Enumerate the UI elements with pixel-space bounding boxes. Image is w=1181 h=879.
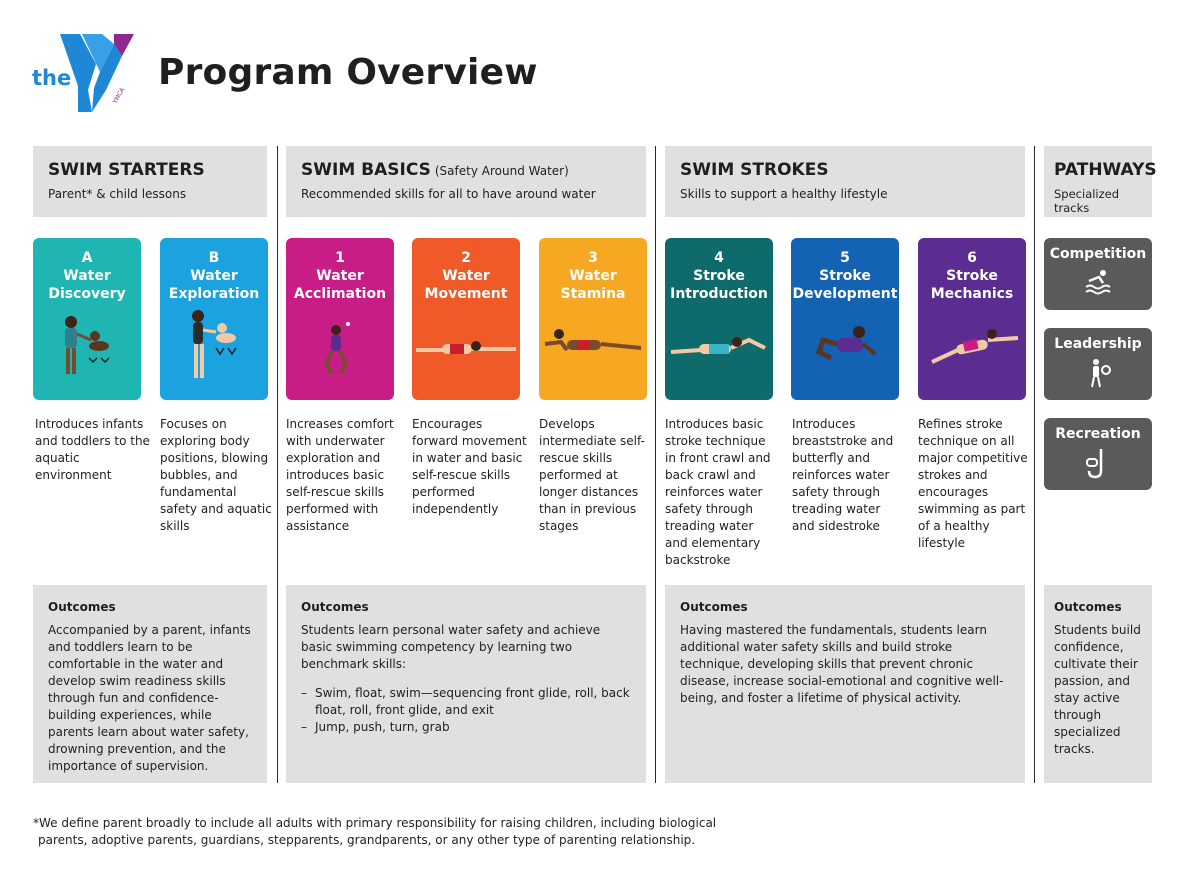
program-description: Introduces breaststroke and butterfly and reinforces water safety through treading water and sidestroke <box>792 417 894 533</box>
outcomes-title: Outcomes <box>1054 600 1122 614</box>
program-description: Focuses on exploring body positions, blowing bubbles, and fundamental safety and aquatic skills <box>160 417 272 533</box>
program-card-water-discovery <box>33 238 141 400</box>
program-code: 2 <box>461 250 471 266</box>
section-header-swim-basics <box>286 146 646 217</box>
parent-infant-icon <box>33 304 141 400</box>
pathway-recreation <box>1044 418 1152 490</box>
competition-swimmer-icon <box>1083 267 1113 297</box>
diving-swimmer-icon <box>918 304 1026 400</box>
outcomes-text: Accompanied by a parent, infants and toddlers learn to be comfortable in the water and develop swim readiness skills through fun and confidence-building experiences, while parents learn about water safety, drowning prevention, and the importance of supervision. <box>48 623 251 773</box>
section-title: PATHWAYS <box>1054 160 1157 180</box>
section-divider <box>655 146 656 783</box>
section-title: SWIM STARTERS <box>48 160 205 180</box>
pathway-leadership <box>1044 328 1152 400</box>
program-name: Stroke Development <box>792 268 898 302</box>
program-name: Water Stamina <box>560 268 626 302</box>
section-description: Parent* & child lessons <box>48 187 187 201</box>
section-header-swim-starters <box>33 146 267 217</box>
section-description: Specialized tracks <box>1054 187 1120 215</box>
program-code: 1 <box>335 250 345 266</box>
footnote-line-1: *We define parent broadly to include all adults with primary responsibility for raising children, including biological <box>33 816 717 830</box>
program-name: Water Acclimation <box>293 268 387 302</box>
program-name: Stroke Mechanics <box>930 268 1014 302</box>
program-description: Refines stroke technique on all major competitive strokes and encourages swimming as part of a healthy lifestyle <box>918 417 1028 550</box>
outcomes-text: Students build confidence, cultivate their passion, and stay active through specialized tracks. <box>1054 623 1141 756</box>
y-logo-icon <box>56 30 136 114</box>
program-card-stroke-mechanics <box>918 238 1026 400</box>
list-item: – Jump, push, turn, grab <box>301 719 632 736</box>
outcomes-pathways <box>1044 585 1152 783</box>
treading-swimmer-icon <box>791 304 899 400</box>
section-header-pathways <box>1044 146 1157 217</box>
section-title: SWIM STROKES <box>680 160 829 180</box>
outcomes-title: Outcomes <box>301 600 369 614</box>
outcomes-title: Outcomes <box>680 600 748 614</box>
program-name: Stroke Introduction <box>670 268 768 302</box>
program-card-water-acclimation <box>286 238 394 400</box>
program-description: Introduces basic stroke technique in front crawl and back crawl and reinforces water safety through treading water and elementary backstroke <box>665 417 771 567</box>
program-card-water-stamina <box>539 238 647 400</box>
snorkel-icon <box>1083 447 1113 479</box>
program-card-stroke-development <box>791 238 899 400</box>
program-name: Water Exploration <box>168 268 260 302</box>
section-title-note: (Safety Around Water) <box>434 164 569 178</box>
crawl-swimmer-icon <box>665 304 773 400</box>
footnote <box>33 815 793 849</box>
section-divider <box>1034 146 1035 783</box>
program-code: A <box>81 250 93 266</box>
program-code: B <box>208 250 220 266</box>
section-title-text: SWIM BASICS <box>301 160 431 180</box>
logo-ymca-text: YMCA <box>111 86 127 105</box>
program-code: 4 <box>714 250 724 266</box>
section-header-swim-strokes <box>665 146 1025 217</box>
outcomes-title: Outcomes <box>48 600 116 614</box>
outcomes-swim-starters <box>33 585 267 783</box>
program-description: Increases comfort with underwater exploration and introduces basic self-rescue skills performed with assistance <box>286 417 394 533</box>
footnote-line-2: parents, adoptive parents, guardians, stepparents, grandparents, or any other type of parenting relationship. <box>38 833 696 847</box>
section-divider <box>277 146 278 783</box>
benchmark-skills-list <box>301 685 632 736</box>
program-code: 5 <box>840 250 850 266</box>
gliding-swimmer-icon <box>412 304 520 400</box>
logo-the-text: the <box>32 66 72 90</box>
page-title: Program Overview <box>158 52 538 93</box>
outcomes-swim-basics <box>286 585 646 783</box>
program-card-stroke-introduction <box>665 238 773 400</box>
program-card-water-exploration <box>160 238 268 400</box>
pathway-name: Competition <box>1049 246 1147 262</box>
program-description: Develops intermediate self-rescue skills performed at longer distances than in previous stages <box>539 417 645 533</box>
program-description: Encourages forward movement in water and basic self-rescue skills performed independently <box>412 417 527 516</box>
pathway-competition <box>1044 238 1152 310</box>
ymca-logo <box>30 30 140 116</box>
list-item: – Swim, float, swim—sequencing front glide, roll, back float, roll, front glide, and exit <box>301 685 632 719</box>
pathway-name: Recreation <box>1055 426 1141 442</box>
section-description: Skills to support a healthy lifestyle <box>680 187 888 201</box>
program-name: Water Movement <box>424 268 508 302</box>
parent-child-icon <box>160 304 268 400</box>
program-code: 3 <box>588 250 598 266</box>
program-code: 6 <box>967 250 977 266</box>
outcomes-text: Students learn personal water safety and achieve basic swimming competency by learning two benchmark skills: <box>301 623 601 671</box>
program-description: Introduces infants and toddlers to the aquatic environment <box>35 417 150 482</box>
section-description: Recommended skills for all to have around water <box>301 187 596 201</box>
outcomes-swim-strokes <box>665 585 1025 783</box>
kicking-swimmer-icon <box>539 304 647 400</box>
section-title <box>301 160 646 180</box>
program-card-water-movement <box>412 238 520 400</box>
outcomes-text: Having mastered the fundamentals, students learn additional water safety skills and build stroke technique, developing skills that prevent chronic disease, increase social-emotional and cognitive well-being, and foster a lifetime of physical activity. <box>680 623 1004 705</box>
lifeguard-icon <box>1083 357 1113 389</box>
pathway-name: Leadership <box>1054 336 1142 352</box>
squatting-swimmer-icon <box>286 304 394 400</box>
program-name: Water Discovery <box>48 268 126 302</box>
